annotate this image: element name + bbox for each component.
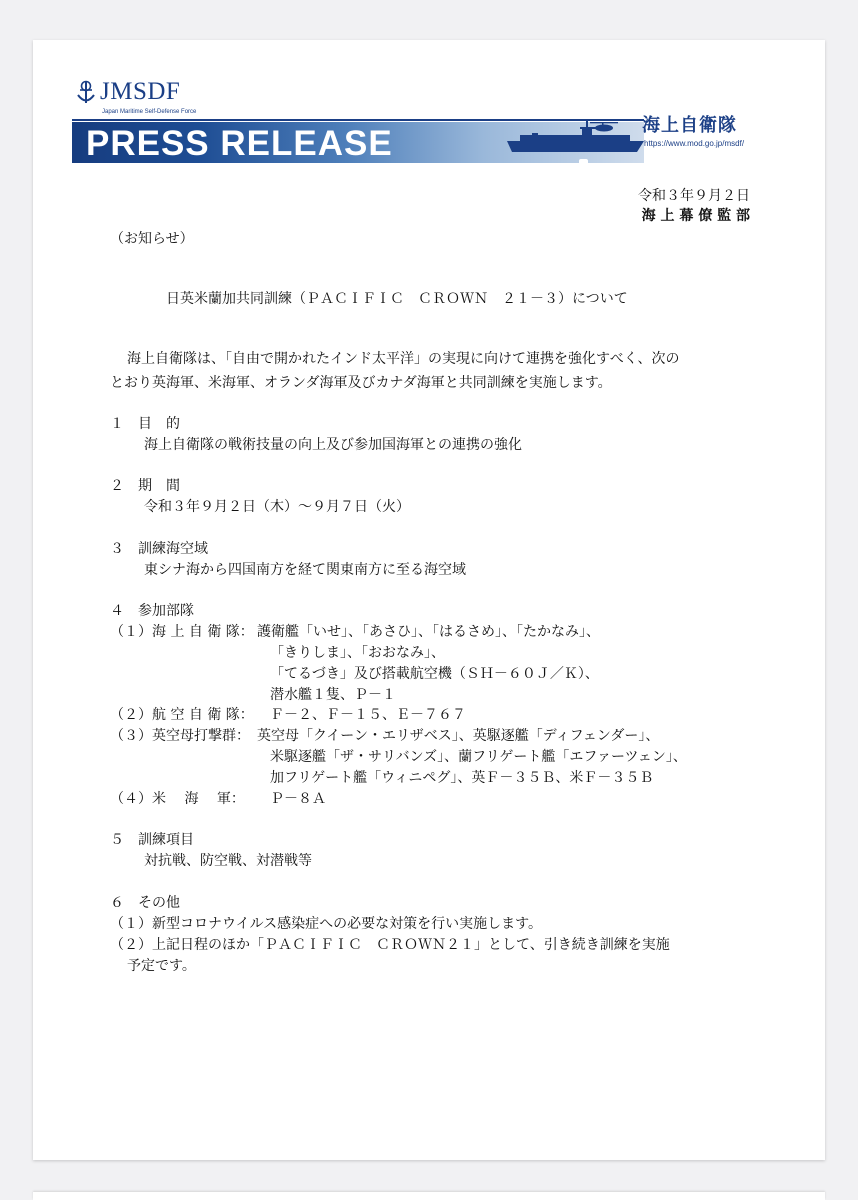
unit-line: 「てるづき」及び搭載航空機（ＳＨ－６０Ｊ／Ｋ）、: [270, 666, 599, 682]
unit-line: Ｐ－８Ａ: [270, 791, 326, 807]
unit-label: （３）英空母打撃群：: [110, 728, 250, 744]
press-release-title: PRESS RELEASE: [86, 124, 393, 163]
section-3-body: 東シナ海から四国南方を経て関東南方に至る海空域: [144, 562, 466, 578]
other-item: （１）新型コロナウイルス感染症への必要な対策を行い実施します。: [110, 916, 543, 932]
section-2-heading: ２ 期 間: [110, 478, 180, 494]
document-title: 日英米蘭加共同訓練（ＰＡＣＩＦＩＣ ＣＲＯＷＮ ２１－３）について: [166, 291, 628, 307]
section-5-body: 対抗戦、防空戦、対潜戦等: [144, 853, 312, 869]
unit-line: 「きりしま」、「おおなみ」、: [270, 645, 445, 661]
section-2-body: 令和３年９月２日（木）～９月７日（火）: [144, 499, 410, 515]
jmsdf-emblem-icon: [75, 79, 97, 105]
other-item-continuation: 予定です。: [127, 958, 196, 974]
unit-label: （１）海 上 自 衛 隊：: [110, 624, 254, 640]
section-1-body: 海上自衛隊の戦術技量の向上及び参加国海軍との連携の強化: [144, 437, 522, 453]
section-3-heading: ３ 訓練海空域: [110, 541, 208, 557]
logo-tagline: Japan Maritime Self-Defense Force: [102, 109, 197, 115]
section-1-heading: １ 目 的: [110, 416, 180, 432]
unit-line: 加フリゲート艦「ウィニペグ」、英Ｆ－３５Ｂ、米Ｆ－３５Ｂ: [270, 770, 654, 786]
ship-silhouette-icon: [412, 75, 652, 175]
unit-line: 英空母「クイーン・エリザベス」、英駆逐艦「ディフェンダー」、: [257, 728, 660, 744]
section-5-heading: ５ 訓練項目: [110, 832, 194, 848]
unit-line: Ｆ－２、Ｆ－１５、Ｅ－７６７: [270, 707, 466, 723]
org-name: 海上自衛隊: [642, 115, 737, 136]
issuer: 海 上 幕 僚 監 部: [641, 208, 750, 224]
unit-label: （４）米 海 軍：: [110, 791, 245, 807]
next-page-edge: [33, 1192, 825, 1200]
intro-line-2: とおり英海軍、米海軍、オランダ海軍及びカナダ海軍と共同訓練を実施します。: [110, 375, 612, 391]
intro-line-1: 海上自衛隊は、「自由で開かれたインド太平洋」の実現に向けて連携を強化すべく、次の: [127, 351, 680, 367]
unit-line: 潜水艦１隻、Ｐ－１: [270, 687, 396, 703]
jmsdf-logo-text: JMSDF: [100, 78, 181, 105]
notice-label: （お知らせ）: [110, 231, 194, 247]
unit-line: 米駆逐艦「ザ・サリバンズ」、蘭フリゲート艦「エファーツェン」、: [270, 749, 687, 765]
section-4-heading: ４ 参加部隊: [110, 603, 194, 619]
unit-line: 護衛艦「いせ」、「あさひ」、「はるさめ」、「たかなみ」、: [257, 624, 600, 640]
release-date: 令和３年９月２日: [638, 188, 750, 204]
other-item: （２）上記日程のほか「ＰＡＣＩＦＩＣ ＣＲＯＷＮ２１」として、引き続き訓練を実施: [110, 937, 670, 953]
org-url: https://www.mod.go.jp/msdf/: [644, 139, 745, 148]
unit-label: （２）航 空 自 衛 隊：: [110, 707, 254, 723]
press-release-banner: [72, 75, 752, 187]
section-6-heading: ６ その他: [110, 895, 180, 911]
